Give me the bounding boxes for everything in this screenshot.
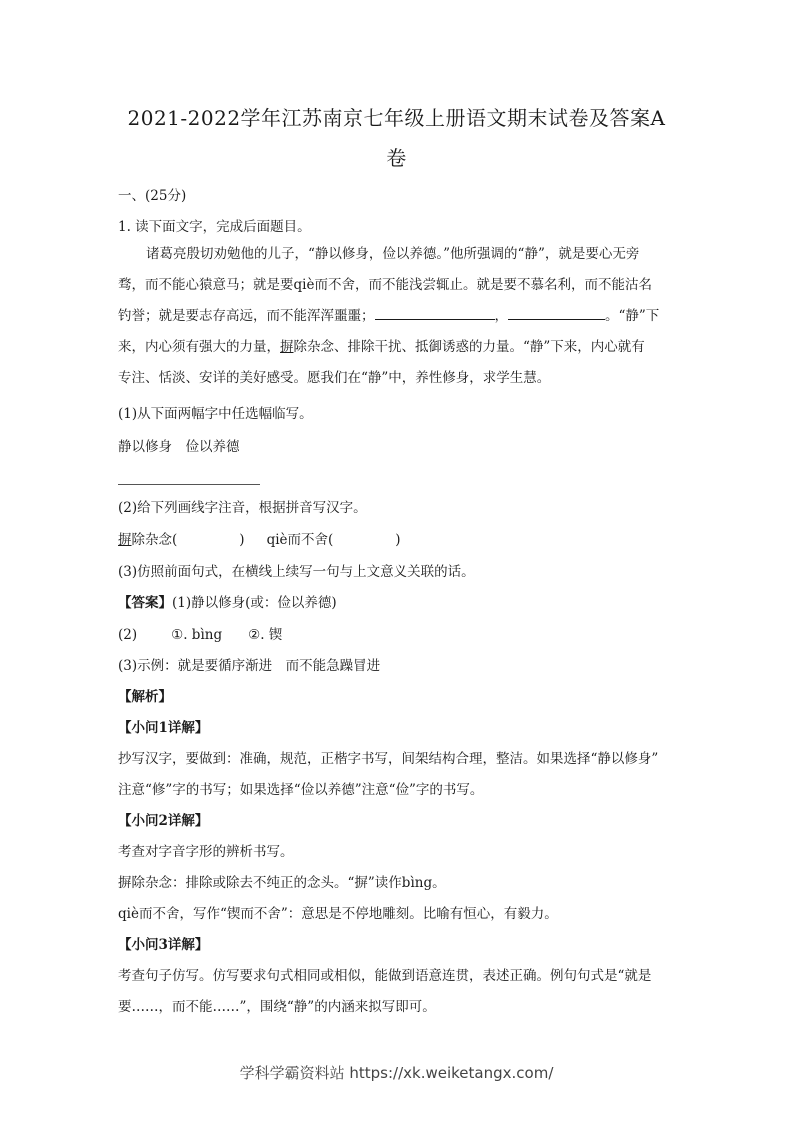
- copy-line[interactable]: [118, 484, 260, 485]
- passage-line-4: 来，内心须有强大的力量，摒除杂念、排除干扰、抵御诱惑的力量。“静”下来，内心就有: [118, 339, 645, 355]
- underlined-char: 摒: [118, 532, 132, 548]
- answer-label: 【答案】: [118, 595, 172, 611]
- answer-line-3: (3)示例：就是要循序渐进 而不能急躁冒进: [118, 658, 381, 674]
- detail-1-line-2: 注意“修”字的书写；如果选择“俭以养德”注意“俭”字的书写。: [118, 782, 484, 798]
- document-title: [110, 98, 683, 178]
- passage-line-5: 专注、恬淡、安详的美好感受。愿我们在“静”中，养性修身，求学生慧。: [118, 370, 551, 386]
- detail-2-label: 【小问2详解】: [118, 813, 209, 829]
- detail-3-line-2: 要……，而不能……”，围绕“静”的内涵来拟写即可。: [118, 999, 436, 1015]
- detail-3-line-1: 考查句子仿写。仿写要求句式相同或相似，能做到语意连贯，表述正确。例句句式是“就是: [118, 968, 652, 984]
- title-line-1: 2021-2022学年江苏南京七年级上册语文期末试卷及答案A: [127, 106, 666, 130]
- sub-question-2-items: 摒除杂念( ) qiè而不舍( ): [118, 532, 401, 548]
- passage-line-1: 诸葛亮殷切劝勉他的儿子，“静以修身，俭以养德。”他所强调的“静”，就是要心无旁: [146, 246, 640, 262]
- detail-1-label: 【小问1详解】: [118, 720, 209, 736]
- calligraphy-options: 静以修身 俭以养德: [118, 439, 240, 455]
- detail-2-line-2: 摒除杂念：排除或除去不纯正的念头。“摒”读作bìng。: [118, 875, 446, 891]
- detail-3-label: 【小问3详解】: [118, 937, 209, 953]
- analysis-label: 【解析】: [118, 689, 172, 705]
- underlined-char: 摒: [280, 339, 294, 355]
- sub-question-1: (1)从下面两幅字中任选幅临写。: [118, 406, 313, 422]
- answer-blank-2[interactable]: [508, 305, 605, 320]
- detail-2-line-3: qiè而不舍，写作“锲而不舍”：意思是不停地雕刻。比喻有恒心，有毅力。: [118, 906, 558, 922]
- detail-1-line-1: 抄写汉字，要做到：准确，规范，正楷字书写，间架结构合理，整洁。如果选择“静以修身”: [118, 751, 659, 767]
- passage-line-2: 骛，而不能心猿意马；就是要qiè而不舍，而不能浅尝辄止。就是要不慕名利，而不能沽名: [118, 277, 652, 293]
- answer-line-2: (2) ①. bìng ②. 锲: [118, 627, 283, 643]
- passage-line-3: 钓誉；就是要志存高远，而不能浑浑噩噩； ， 。“静”下: [118, 301, 678, 332]
- passage: [118, 239, 678, 394]
- title-line-2: 卷: [386, 146, 407, 170]
- section-heading: 一、(25分): [118, 188, 187, 204]
- answer-blank-1[interactable]: [375, 305, 495, 320]
- footer-watermark: 学科学霸资料站 https://xk.weiketangx.com/: [239, 1064, 554, 1082]
- question-1-heading: 1. 读下面文字，完成后面题目。: [118, 219, 311, 235]
- detail-2-line-1: 考查对字音字形的辨析书写。: [118, 844, 294, 860]
- sub-question-2: (2)给下列画线字注音，根据拼音写汉字。: [118, 500, 367, 516]
- answer-line-1: 【答案】(1)静以修身(或：俭以养德): [118, 595, 337, 611]
- sub-question-3: (3)仿照前面句式，在横线上续写一句与上文意义关联的话。: [118, 564, 475, 580]
